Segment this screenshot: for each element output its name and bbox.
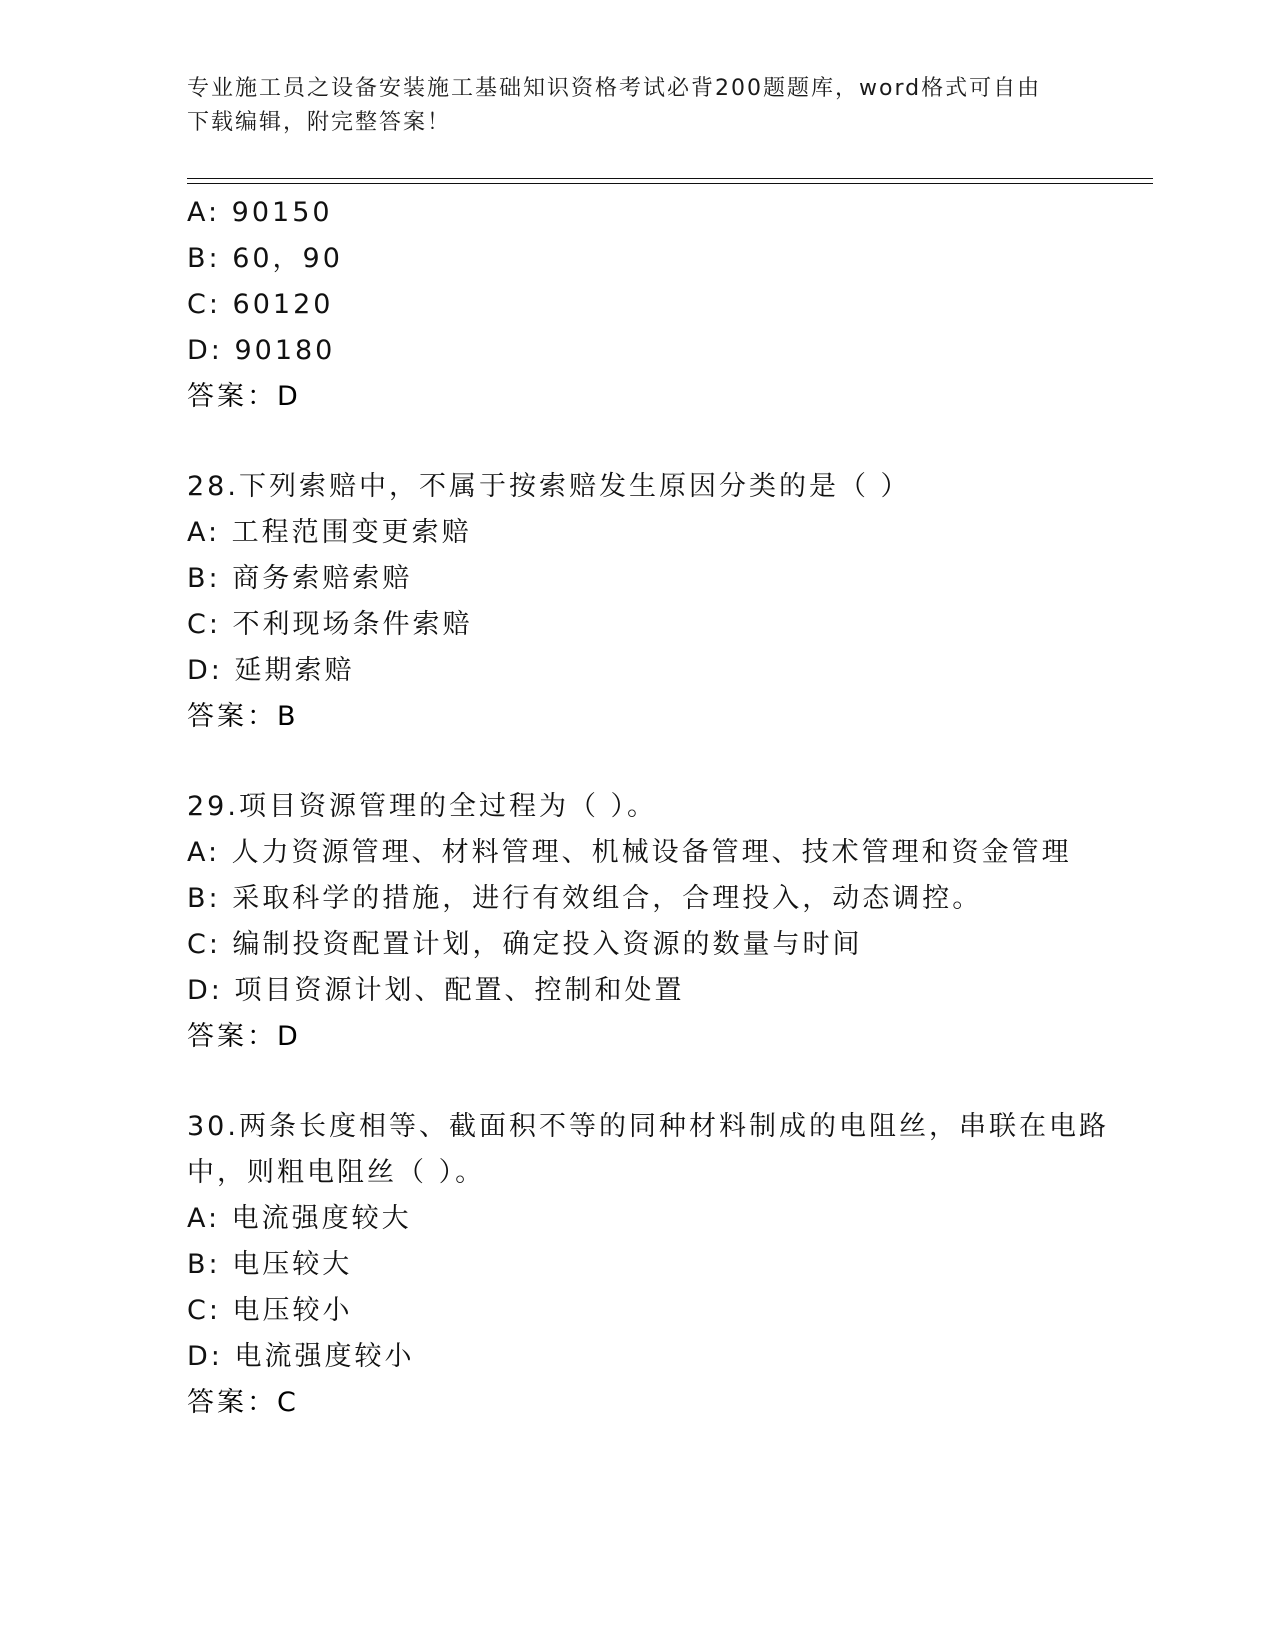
option-d: D: 电流强度较小 xyxy=(187,1341,415,1372)
header-title-line-1: 专业施工员之设备安装施工基础知识资格考试必背200题题库，word格式可自由 xyxy=(187,76,1042,101)
option-a: A: 工程范围变更索赔 xyxy=(187,517,472,548)
question-30 xyxy=(187,1104,1147,1426)
question-list xyxy=(187,190,1147,1426)
option-c: C: 不利现场条件索赔 xyxy=(187,609,473,640)
question-29 xyxy=(187,784,1147,1060)
option-b: B: 60，90 xyxy=(187,243,343,274)
header-divider-top xyxy=(187,178,1153,179)
option-b: B: 采取科学的措施，进行有效组合，合理投入，动态调控。 xyxy=(187,883,983,914)
answer-line: 答案：C xyxy=(187,1387,299,1418)
option-a: A: 90150 xyxy=(187,197,333,228)
option-c: C: 60120 xyxy=(187,289,334,320)
option-c: C: 电压较小 xyxy=(187,1295,353,1326)
answer-line: 答案：D xyxy=(187,1021,301,1052)
option-d: D: 90180 xyxy=(187,335,336,366)
option-a: A: 人力资源管理、材料管理、机械设备管理、技术管理和资金管理 xyxy=(187,837,1072,868)
question-stem-line-1: 30.两条长度相等、截面积不等的同种材料制成的电阻丝，串联在电路 xyxy=(187,1111,1109,1142)
option-d: D: 延期索赔 xyxy=(187,655,355,686)
document-header xyxy=(187,72,1087,140)
header-title-line-2: 下载编辑，附完整答案！ xyxy=(187,110,452,135)
question-stem: 29.项目资源管理的全过程为（ ）。 xyxy=(187,791,658,822)
answer-line: 答案：B xyxy=(187,701,299,732)
question-stem-line-2: 中，则粗电阻丝（ ）。 xyxy=(187,1157,486,1188)
option-b: B: 商务索赔索赔 xyxy=(187,563,413,594)
option-d: D: 项目资源计划、配置、控制和处置 xyxy=(187,975,685,1006)
question-27-continuation xyxy=(187,190,1147,420)
answer-line: 答案：D xyxy=(187,381,301,412)
question-28 xyxy=(187,464,1147,740)
option-c: C: 编制投资配置计划，确定投入资源的数量与时间 xyxy=(187,929,863,960)
option-b: B: 电压较大 xyxy=(187,1249,353,1280)
header-divider-bottom xyxy=(187,183,1153,184)
question-stem: 28.下列索赔中，不属于按索赔发生原因分类的是（ ） xyxy=(187,471,911,502)
option-a: A: 电流强度较大 xyxy=(187,1203,412,1234)
